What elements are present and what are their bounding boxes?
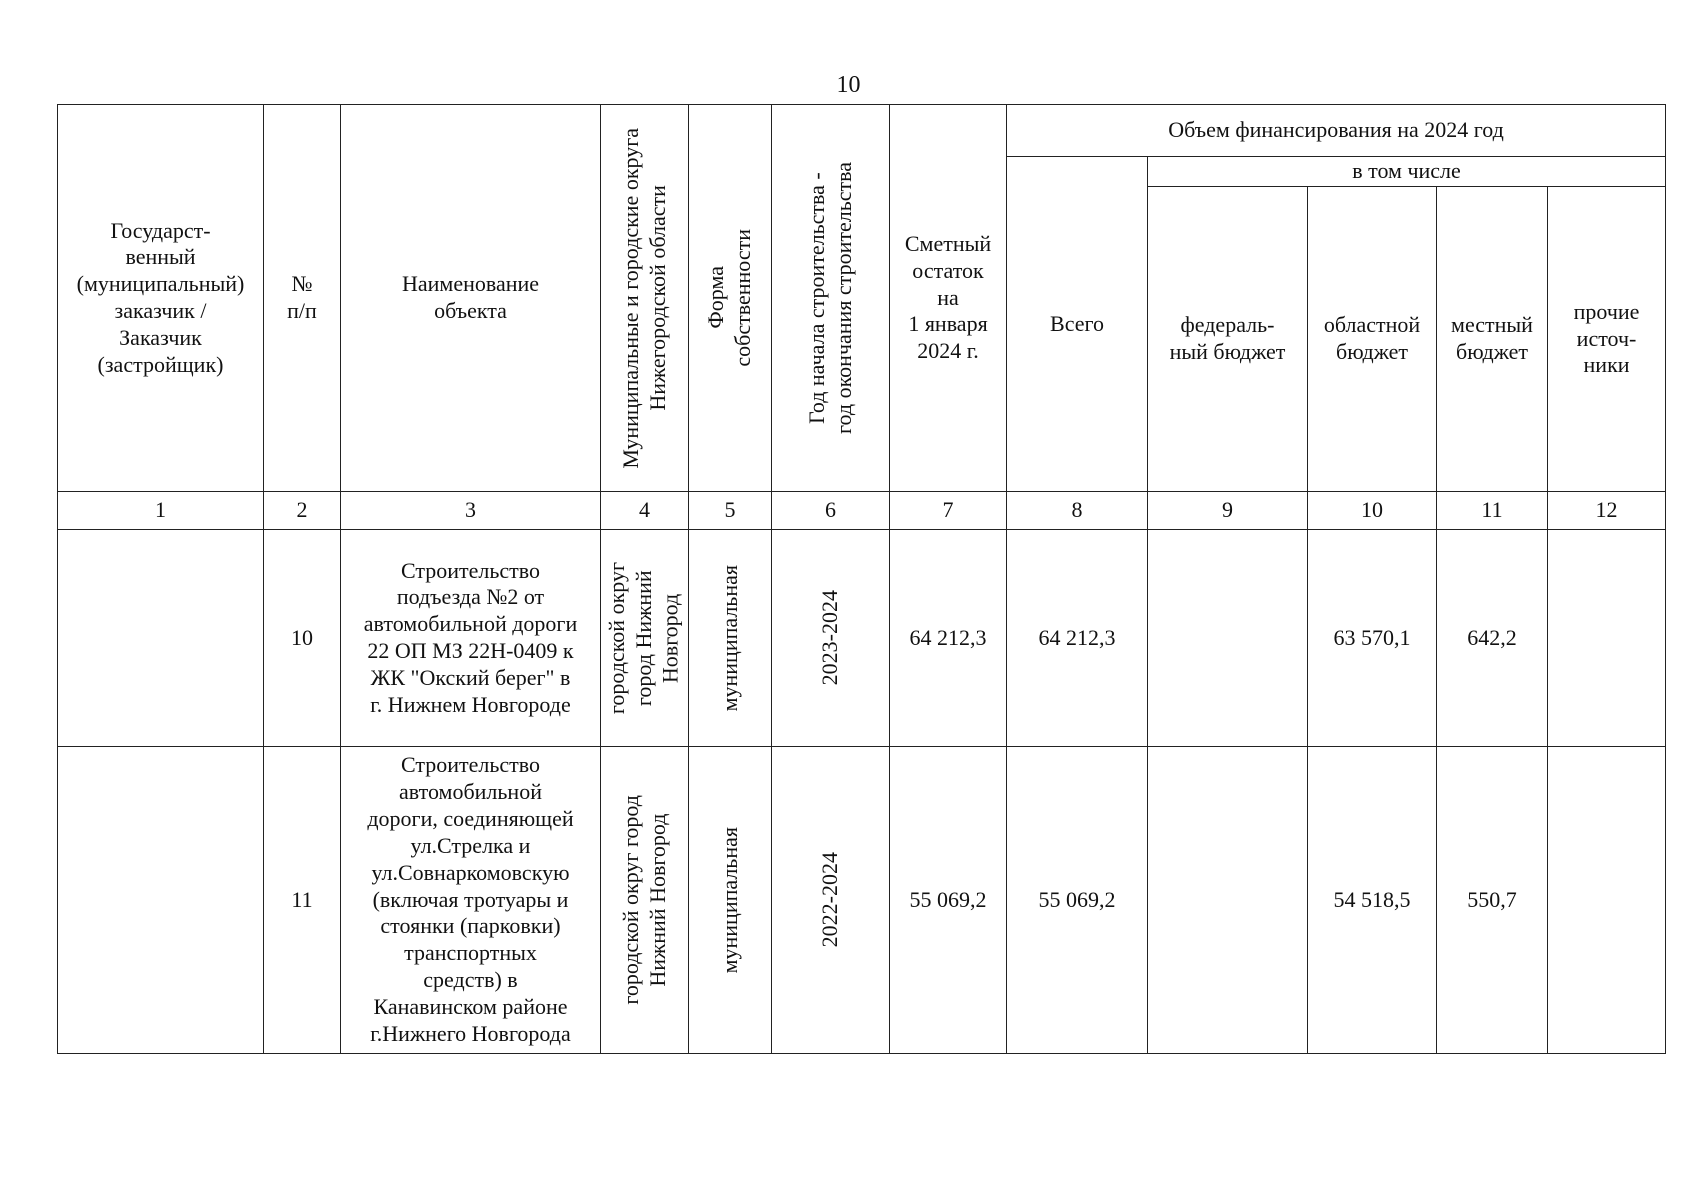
header-total: Всего <box>1007 157 1148 492</box>
municipality-cell: городской округ город Нижний Новгород <box>601 530 689 747</box>
table-row <box>58 530 1666 747</box>
header-balance: Сметный остаток на 1 января 2024 г. <box>890 105 1007 492</box>
federal-cell <box>1148 530 1308 747</box>
header-row-1 <box>58 105 1666 157</box>
header-regional: областной бюджет <box>1308 187 1437 492</box>
header-other: прочие источ- ники <box>1548 187 1666 492</box>
column-number: 6 <box>772 492 890 530</box>
column-number: 2 <box>264 492 341 530</box>
header-including: в том числе <box>1148 157 1666 187</box>
financing-table <box>57 104 1666 1054</box>
customer-cell <box>58 747 264 1054</box>
header-num: № п/п <box>264 105 341 492</box>
other-cell <box>1548 747 1666 1054</box>
header-customer: Государст- венный (муниципальный) заказчик / Заказчик (застройщик) <box>58 105 264 492</box>
total-cell: 55 069,2 <box>1007 747 1148 1054</box>
column-number: 9 <box>1148 492 1308 530</box>
years-cell: 2022-2024 <box>772 747 890 1054</box>
column-number: 8 <box>1007 492 1148 530</box>
local-cell: 642,2 <box>1437 530 1548 747</box>
num-cell: 10 <box>264 530 341 747</box>
header-ownership: Форма собственности <box>689 105 772 492</box>
object-cell: Строительство подъезда №2 от автомобильной дороги 22 ОП МЗ 22Н-0409 к ЖК "Окский берег" в г. Нижнем Новгороде <box>341 530 601 747</box>
ownership-cell: муниципальная <box>689 747 772 1054</box>
other-cell <box>1548 530 1666 747</box>
column-number: 1 <box>58 492 264 530</box>
column-number: 11 <box>1437 492 1548 530</box>
municipality-cell: городской округ город Нижний Новгород <box>601 747 689 1054</box>
header-years: Год начала строительства - год окончания строительства <box>772 105 890 492</box>
column-number: 7 <box>890 492 1007 530</box>
column-number: 10 <box>1308 492 1437 530</box>
local-cell: 550,7 <box>1437 747 1548 1054</box>
regional-cell: 54 518,5 <box>1308 747 1437 1054</box>
years-cell: 2023-2024 <box>772 530 890 747</box>
header-federal: федераль- ный бюджет <box>1148 187 1308 492</box>
column-number-row <box>58 492 1666 530</box>
table-row <box>58 747 1666 1054</box>
balance-cell: 64 212,3 <box>890 530 1007 747</box>
column-number: 4 <box>601 492 689 530</box>
customer-cell <box>58 530 264 747</box>
total-cell: 64 212,3 <box>1007 530 1148 747</box>
page-number: 10 <box>836 72 861 98</box>
object-cell: Строительство автомобильной дороги, соединяющей ул.Стрелка и ул.Совнаркомовскую (включая тротуары и стоянки (парковки) транспортных средств) в Канавинском районе г.Нижнего Новгорода <box>341 747 601 1054</box>
regional-cell: 63 570,1 <box>1308 530 1437 747</box>
header-funding: Объем финансирования на 2024 год <box>1007 105 1666 157</box>
header-municipality: Муниципальные и городские округа Нижегородской области <box>601 105 689 492</box>
column-number: 3 <box>341 492 601 530</box>
header-local: местный бюджет <box>1437 187 1548 492</box>
federal-cell <box>1148 747 1308 1054</box>
header-object: Наименование объекта <box>341 105 601 492</box>
column-number: 12 <box>1548 492 1666 530</box>
balance-cell: 55 069,2 <box>890 747 1007 1054</box>
ownership-cell: муниципальная <box>689 530 772 747</box>
column-number: 5 <box>689 492 772 530</box>
num-cell: 11 <box>264 747 341 1054</box>
